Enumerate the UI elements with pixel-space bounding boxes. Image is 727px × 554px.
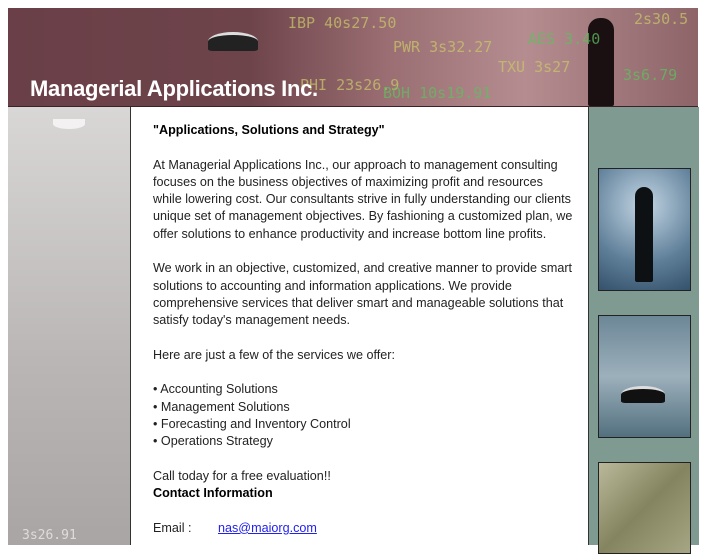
lamp-image <box>53 119 85 129</box>
email-label: Email : <box>153 520 192 535</box>
mouse-photo <box>598 315 691 438</box>
ticker-text: 2s30.5 <box>634 10 689 28</box>
ticker-text: PHI 23s26.9 <box>300 76 400 94</box>
page-heading: "Applications, Solutions and Strategy" <box>153 123 385 137</box>
list-item: • Management Solutions <box>153 399 290 414</box>
contact-heading: Contact Information <box>153 486 273 501</box>
call-to-action: Call today for a free evaluation!! <box>153 468 331 483</box>
ticker-text: 3s26.91 <box>22 528 77 543</box>
ticker-text: AES 3.40 <box>528 30 601 48</box>
ticker-text: IBP 40s27.50 <box>288 14 397 32</box>
approach-paragraph: We work in an objective, customized, and creative manner to provide smart solutions to accounting and information applications. We provide comprehensive services that deliver smart and manageable solutions that satisfy today's management needs. <box>153 261 573 328</box>
services-intro: Here are just a few of the services we offer: <box>153 347 395 362</box>
abstract-photo <box>598 462 691 554</box>
ticker-text: PWR 3s32.27 <box>393 38 493 56</box>
left-decorative-column <box>8 107 131 545</box>
list-item: • Forecasting and Inventory Control <box>153 417 351 432</box>
main-content <box>131 107 587 545</box>
header-banner <box>8 8 698 107</box>
list-item: • Accounting Solutions <box>153 382 278 397</box>
services-list <box>153 381 573 450</box>
right-image-column <box>588 107 699 545</box>
intro-paragraph: At Managerial Applications Inc., our approach to management consulting focuses on the business objectives of maximizing profit and resources while lowering cost. Our consultants strive in fully understanding our clients unique set of management objectives. By fashioning a customized plan, we offer solutions to enhance productivity and increase bottom line profits. <box>153 157 573 241</box>
email-row <box>153 520 573 537</box>
mouse-image <box>208 32 258 51</box>
businessman-photo <box>598 168 691 291</box>
email-link[interactable]: nas@maiorg.com <box>218 520 317 535</box>
ticker-text: 3s6.79 <box>623 66 678 84</box>
ticker-text: TXU 3s27 <box>498 58 571 76</box>
site-title: Managerial Applications Inc. <box>30 76 318 101</box>
ticker-text: BOH 10s19.91 <box>383 84 492 102</box>
list-item: • Operations Strategy <box>153 434 273 449</box>
